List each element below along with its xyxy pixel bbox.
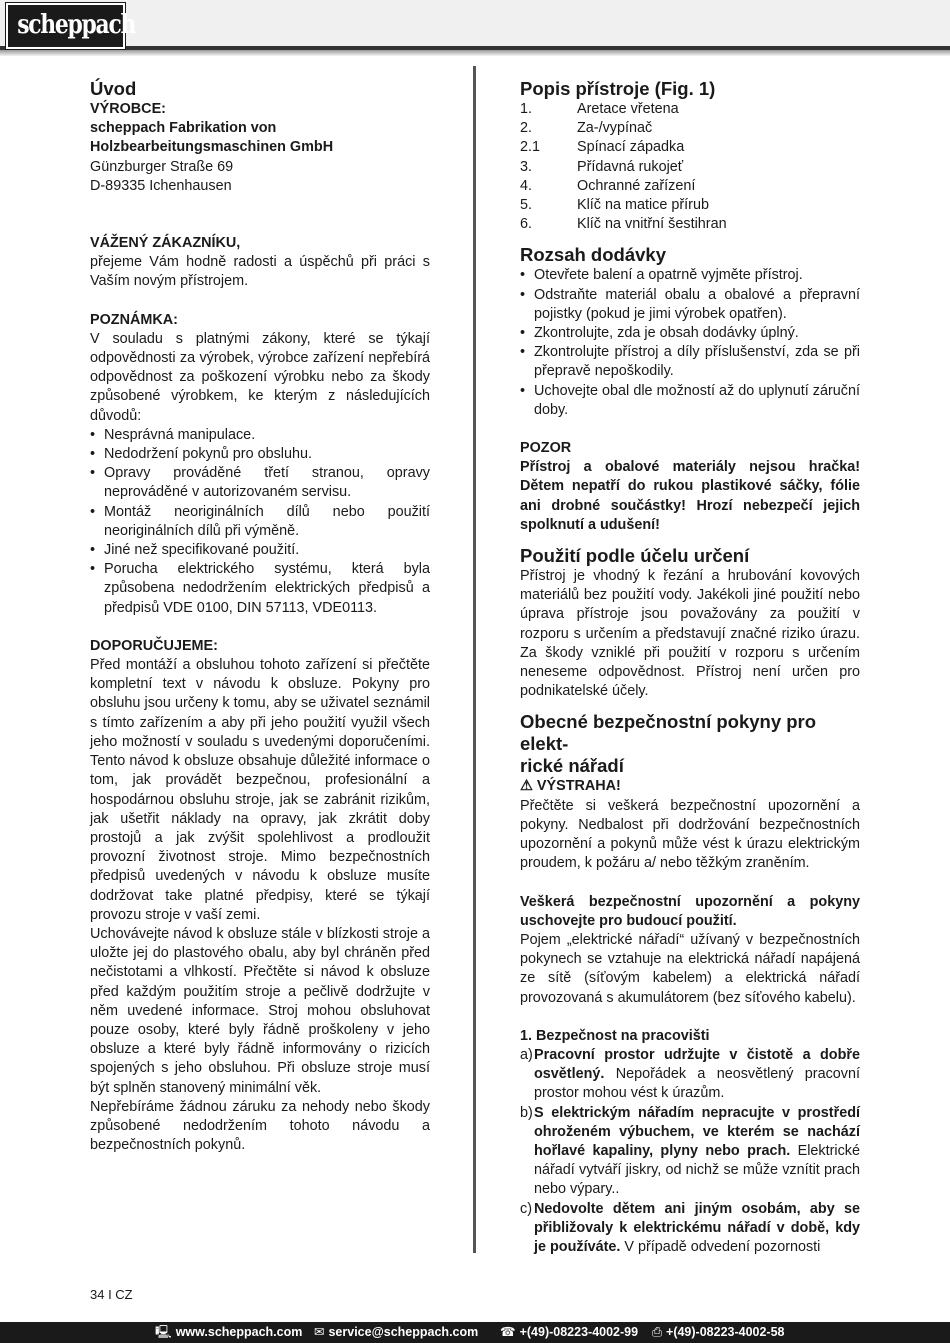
note-label: POZNÁMKA: bbox=[90, 311, 178, 328]
phone-item bbox=[500, 1322, 638, 1343]
list-item bbox=[520, 1200, 860, 1258]
item-number: 5. bbox=[520, 197, 533, 214]
note-list bbox=[90, 426, 430, 618]
intro-title: Úvod bbox=[90, 78, 137, 99]
item-text: Nepořádek a neosvětlený pracovní prostor mohou vést k úrazům. bbox=[534, 1066, 860, 1102]
warning-heading bbox=[520, 777, 860, 796]
item-bold-text: Nedovolte dětem ani jiným osobám, aby se přibližovaly k elektrickému nářadí v době, kdy je používáte. bbox=[534, 1200, 860, 1255]
intended-use-title: Použití podle účelu určení bbox=[520, 545, 750, 567]
term-definition-text: Pojem „elektrické nářadí“ užívaný v bezpečnostních pokynech se vztahuje na elektrická nářadí napájená ze sítě (síťovým kabelem) a elektrická nářadí provozovaná s akumulátorem (bez síťového kabelu). bbox=[520, 931, 860, 1006]
description-title: Popis přístroje (Fig. 1) bbox=[520, 78, 716, 99]
list-item bbox=[520, 100, 860, 119]
recommend-paragraph-1: Před montáží a obsluhou tohoto zařízení si přečtěte kompletní text v návodu k obsluze. Pokyny pro obsluhu jsou určeny k tomu, aby se uživatel seznámil s tímto zařízením a aby při jeho použití využil všech jeho možností v souladu s uvedenými doporučeními. Tento návod k obsluze obsahuje důležité informace o tom, jak provádět bezpečnou, profesionální a hospodárnou obsluhu stroje, jak se zabránit rizikům, jak ušetřit náklady na opravy, jak zkrátit doby prostojů a jak zvýšit spolehlivost a prodloužit provozní životnost stroje. Mimo bezpečnostních předpisů uvedených v návodu k obsluze musíte dodržovat take platné předpisy, které se týkají provozu stroje v vaší zemi. bbox=[90, 657, 430, 923]
item-text: V případě odvedení pozornosti bbox=[620, 1238, 821, 1255]
item-label: Klíč na vnitřní šestihran bbox=[577, 216, 727, 233]
recommend-paragraph-3: Nepřebíráme žádnou záruku za nehody nebo škody způsobené nedodržením tohoto návodu a bezpečnostních pokynů. bbox=[90, 1098, 430, 1154]
item-marker: a) bbox=[520, 1046, 533, 1063]
list-item bbox=[520, 215, 860, 234]
recommend-paragraph-2: Uchovávejte návod k obsluze stále v blízkosti stroje a uložte jej do plastového obalu, aby byl chráněn před nečistotami a vlhkostí. Přečtěte si návod k obsluze před každým použitím stroje a pečlivě dodržujte v něm uvedené informace. Stroj mohou obsluhovat pouze osoby, které byly řádně proškoleny v jeho obsluze a které byly řádně informovány o rizicích spojených s jeho obsluhou. Při obsluze stroje musí být splněn stanovený minimální věk. bbox=[90, 925, 430, 1096]
list-item: • Odstraňte materiál obalu a obalové a přepravní pojistky (pokud je jimi výrobek opatřen). bbox=[520, 286, 860, 324]
customer-label: VÁŽENÝ ZÁKAZNÍKU, bbox=[90, 235, 241, 252]
caution-text: Přístroj a obalové materiály nejsou hračka! Dětem nepatří do rukou plastikové sáčky, fólie ani drobné součástky! Hrozí nebezpečí jejich spolknutí a udušení! bbox=[520, 459, 860, 533]
item-text: Elektrické nářadí vytváří jiskry, od nichž se může vznítit prach nebo výpary.. bbox=[534, 1142, 860, 1198]
left-column bbox=[90, 78, 430, 1155]
contact-bar bbox=[0, 1322, 950, 1343]
item-number: 1. bbox=[520, 101, 533, 117]
envelope-icon: ✉ bbox=[314, 1325, 325, 1339]
warning-text: Přečtěte si veškerá bezpečnostní upozornění a pokyny. Nedbalost při dodržování bezpečnostních upozornění a pokynů může vést k úrazu elektrickým proudem, k požáru a/ nebo těžkým zraněním. bbox=[520, 797, 860, 872]
maker-label: VÝROBCE: bbox=[90, 101, 166, 117]
item-number: 3. bbox=[520, 158, 533, 175]
maker-name-line-1: scheppach Fabrikation von bbox=[90, 120, 277, 137]
note-text: V souladu s platnými zákony, které se týkají odpovědnosti za výrobek, výrobce zařízení nepřebírá odpovědnost za poškození výrobku nebo za škody způsobené výrobkem, ke kterým z následujících důvodů: bbox=[90, 330, 430, 424]
website-text: www.scheppach.com bbox=[175, 1325, 303, 1339]
list-item bbox=[520, 177, 860, 196]
item-label: Za-/vypínač bbox=[577, 120, 653, 137]
fax-icon: ⎙ bbox=[652, 1325, 663, 1339]
website-item[interactable] bbox=[155, 1322, 302, 1343]
list-item: • Montáž neoriginálních dílů nebo použití neoriginálních dílů při výměně. bbox=[90, 503, 430, 541]
list-item: • Nedodržení pokynů pro obsluhu. bbox=[90, 445, 430, 464]
list-item: • Zkontrolujte přístroj a díly příslušenství, zda se při přepravě nepoškodily. bbox=[520, 343, 860, 381]
brand-logo-text: scheppach bbox=[17, 10, 136, 40]
list-item bbox=[520, 158, 860, 177]
item-marker: c) bbox=[520, 1200, 532, 1217]
customer-text: přejeme Vám hodně radosti a úspěchů při práci s Vaším novým přístrojem. bbox=[90, 254, 430, 290]
item-number: 2. bbox=[520, 120, 533, 137]
maker-name-line-2: Holzbearbeitungsmaschinen GmbH bbox=[90, 139, 334, 156]
item-bold-text: Pracovní prostor udržujte v čistotě a dobře osvětlený. bbox=[534, 1046, 860, 1083]
header-shadow bbox=[0, 50, 950, 56]
workplace-safety-title: 1. Bezpečnost na pracovišti bbox=[520, 1027, 710, 1044]
warning-triangle-icon: ⚠ bbox=[520, 778, 533, 795]
scope-list bbox=[520, 266, 860, 420]
safety-title-line-2: rické nářadí bbox=[520, 755, 624, 777]
intended-use-text: Přístroj je vhodný k řezání a hrubování kovových materiálů bez použití vody. Jakékoli jiné použití nebo úprava přístroje jsou považovány za použití v rozporu s určením a představují značné riziko úrazu. Za škody vzniklé při použití v rozporu s určením neneseme odpovědnost. Přístroj není určen pro podnikatelské účely. bbox=[520, 568, 860, 700]
item-number: 2.1 bbox=[520, 139, 541, 156]
item-bold-text: S elektrickým nářadím nepracujte v prostředí ohroženém výbuchem, ve kterém se nachází hořlavé kapaliny, plyny nebo prach. bbox=[534, 1104, 860, 1159]
list-item bbox=[520, 1046, 860, 1104]
item-label: Klíč na matice přírub bbox=[577, 197, 709, 214]
fax-item bbox=[652, 1322, 785, 1343]
brand-logo bbox=[6, 3, 136, 49]
list-item: • Uchovejte obal dle možností až do uplynutí záruční doby. bbox=[520, 382, 860, 420]
list-item: • Zkontrolujte, zda je obsah dodávky úplný. bbox=[520, 324, 860, 343]
list-item bbox=[520, 138, 860, 157]
safety-title-line-1: Obecné bezpečnostní pokyny pro elekt- bbox=[520, 711, 817, 755]
item-label: Spínací západka bbox=[577, 139, 685, 156]
list-item bbox=[520, 1104, 860, 1200]
monitor-icon: 🖳 bbox=[155, 1325, 172, 1339]
caution-label: POZOR bbox=[520, 440, 572, 457]
parts-list bbox=[520, 100, 860, 234]
item-number: 6. bbox=[520, 216, 533, 233]
list-item bbox=[520, 196, 860, 215]
maker-street: Günzburger Straße 69 bbox=[90, 158, 234, 175]
maker-city: D-89335 Ichenhausen bbox=[90, 177, 232, 194]
item-label: Přídavná rukojeť bbox=[577, 158, 684, 175]
item-number: 4. bbox=[520, 177, 533, 194]
warning-label: VÝSTRAHA! bbox=[536, 778, 621, 795]
recommend-label: DOPORUČUJEME: bbox=[90, 637, 218, 654]
header-band bbox=[0, 0, 950, 48]
phone-icon: ☎ bbox=[500, 1325, 516, 1339]
page-number: 34 I CZ bbox=[90, 1287, 133, 1302]
column-divider bbox=[473, 66, 476, 1253]
fax-text: +(49)-08223-4002-58 bbox=[666, 1325, 785, 1339]
list-item: • Opravy prováděné třetí stranou, opravy neprováděné v autorizovaném servisu. bbox=[90, 464, 430, 502]
phone-text: +(49)-08223-4002-99 bbox=[519, 1325, 639, 1339]
keep-instructions-text: Veškerá bezpečnostní upozornění a pokyny uschovejte pro budoucí použití. bbox=[520, 893, 860, 929]
workplace-safety-list bbox=[520, 1046, 860, 1257]
email-item[interactable] bbox=[314, 1322, 478, 1343]
list-item: • Porucha elektrického systému, která byla způsobena nedodržením elektrických předpisů a předpisů VDE 0100, DIN 57113, VDE0113. bbox=[90, 560, 430, 618]
item-label: Aretace vřetena bbox=[577, 101, 679, 117]
list-item: • Otevřete balení a opatrně vyjměte přístroj. bbox=[520, 266, 860, 285]
item-label: Ochranné zařízení bbox=[577, 177, 696, 194]
item-marker: b) bbox=[520, 1104, 533, 1121]
scope-title: Rozsah dodávky bbox=[520, 244, 666, 266]
email-text: service@scheppach.com bbox=[328, 1325, 479, 1339]
list-item: • Jiné než specifikované použití. bbox=[90, 541, 430, 560]
right-column bbox=[520, 78, 860, 1257]
list-item bbox=[520, 119, 860, 138]
list-item: • Nesprávná manipulace. bbox=[90, 426, 430, 445]
